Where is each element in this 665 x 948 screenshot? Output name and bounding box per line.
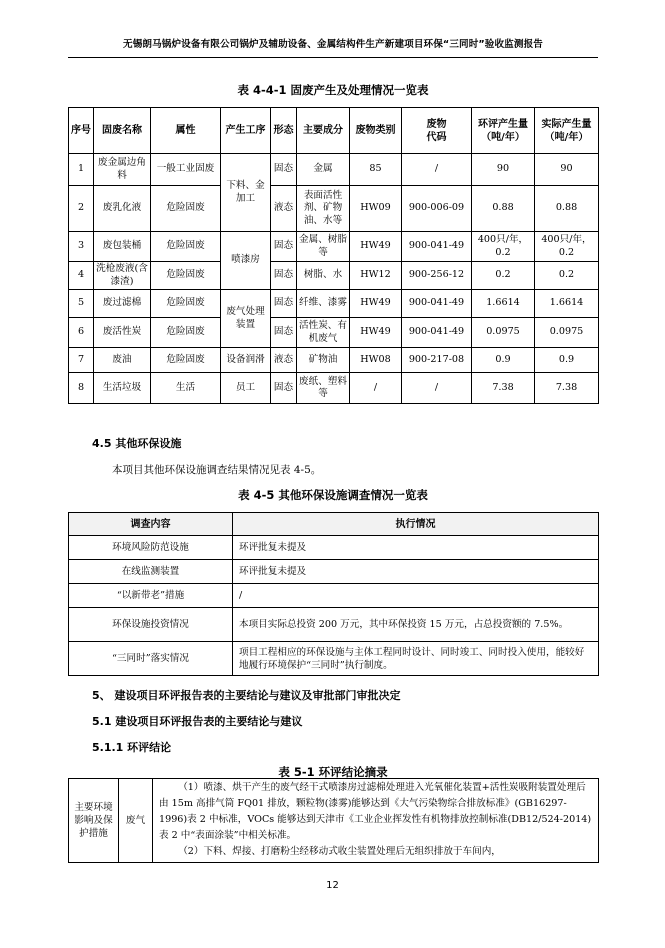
row-component: 金属、树脂等 bbox=[297, 232, 350, 262]
col-header-eia bbox=[472, 108, 535, 154]
process-cell-cutting: 下料、金加工 bbox=[221, 154, 271, 232]
row-code: / bbox=[402, 373, 472, 404]
col-header-status: 执行情况 bbox=[233, 513, 599, 536]
row-status: / bbox=[233, 584, 599, 608]
section-5-1-1-heading: 5.1.1 环评结论 bbox=[92, 741, 172, 754]
row-state: 固态 bbox=[271, 262, 297, 290]
table-5-1-caption: 表 5-1 环评结论摘录 bbox=[278, 765, 388, 779]
row-name: 废金属边角料 bbox=[94, 154, 151, 186]
row-eia: 1.6614 bbox=[472, 290, 535, 318]
row-actual: 1.6614 bbox=[535, 290, 599, 318]
conclusion-paragraph-1: （1）喷漆、烘干产生的废气经干式喷漆房过滤棉处理进入光氧催化装置+活性炭吸附装置处理后由 15m 高排气筒 FQ01 排放，颗粒物(漆雾)能够达到《大气污染物综合排放标准》(GB16297-1996)表 2 中标准，VOCs 能够达到天津市《工业企业挥发性有机物排放控制标准(DB12/524-2014)表 2 中“表面涂装”中相关标准。 bbox=[159, 782, 592, 841]
row-status: 环评批复未提及 bbox=[233, 536, 599, 560]
row-item: “三同时”落实情况 bbox=[69, 642, 233, 676]
table-row bbox=[69, 608, 599, 642]
row-state: 固态 bbox=[271, 318, 297, 348]
col-header-state: 形态 bbox=[271, 108, 297, 154]
row-code: 900-217-08 bbox=[402, 348, 472, 373]
col-header-component: 主要成分 bbox=[297, 108, 350, 154]
col-header-code-line2: 代码 bbox=[426, 131, 447, 143]
row-code: 900-041-49 bbox=[402, 290, 472, 318]
row-actual: 400只/年，0.2 bbox=[535, 232, 599, 262]
row-code: 900-041-49 bbox=[402, 232, 472, 262]
row-component: 纤维、漆雾 bbox=[297, 290, 350, 318]
row-category: HW09 bbox=[350, 186, 402, 232]
row-eia: 0.9 bbox=[472, 348, 535, 373]
row-item: 环保设施投资情况 bbox=[69, 608, 233, 642]
row-category: HW08 bbox=[350, 348, 402, 373]
row-name: 废活性炭 bbox=[94, 318, 151, 348]
row-item: “以新带老”措施 bbox=[69, 584, 233, 608]
row-attr: 一般工业固废 bbox=[151, 154, 221, 186]
row-eia: 0.88 bbox=[472, 186, 535, 232]
table-row bbox=[69, 154, 599, 186]
table-row bbox=[69, 186, 599, 232]
process-cell-painting: 喷漆房 bbox=[221, 232, 271, 290]
row-category: HW12 bbox=[350, 262, 402, 290]
process-cell-staff: 员工 bbox=[221, 373, 271, 404]
row-attr: 危险固废 bbox=[151, 232, 221, 262]
eia-conclusion-table bbox=[68, 778, 599, 863]
row-actual: 0.0975 bbox=[535, 318, 599, 348]
row-no: 4 bbox=[69, 262, 94, 290]
table-row bbox=[69, 584, 599, 608]
col-header-eia-line1: 环评产生量 bbox=[478, 118, 528, 130]
row-code: / bbox=[402, 154, 472, 186]
table-row bbox=[69, 290, 599, 318]
row-name: 废油 bbox=[94, 348, 151, 373]
table-row bbox=[69, 642, 599, 676]
row-code: 900-041-49 bbox=[402, 318, 472, 348]
row-code: 900-256-12 bbox=[402, 262, 472, 290]
col-header-code-line1: 废物 bbox=[426, 118, 447, 130]
row-status: 项目工程相应的环保设施与主体工程同时设计、同时竣工、同时投入使用，能较好地履行环境保护“三同时”执行制度。 bbox=[233, 642, 599, 676]
row-state: 固态 bbox=[271, 290, 297, 318]
col-header-name: 固废名称 bbox=[94, 108, 151, 154]
row-actual: 0.2 bbox=[535, 262, 599, 290]
row-status: 本项目实际总投资 200 万元，其中环保投资 15 万元，占总投资额的 7.5%。 bbox=[233, 608, 599, 642]
row-actual: 7.38 bbox=[535, 373, 599, 404]
row-category: HW49 bbox=[350, 290, 402, 318]
row-no: 8 bbox=[69, 373, 94, 404]
section-5-1-heading: 5.1 建设项目环评报告表的主要结论与建议 bbox=[92, 715, 303, 728]
row-code: 900-006-09 bbox=[402, 186, 472, 232]
row-no: 5 bbox=[69, 290, 94, 318]
row-state: 固态 bbox=[271, 373, 297, 404]
table-row bbox=[69, 232, 599, 262]
row-category: 85 bbox=[350, 154, 402, 186]
row-component: 金属 bbox=[297, 154, 350, 186]
col-header-actual-line2: （吨/年） bbox=[544, 131, 589, 143]
row-name: 生活垃圾 bbox=[94, 373, 151, 404]
col-header-category: 废物类别 bbox=[350, 108, 402, 154]
col-header-actual bbox=[535, 108, 599, 154]
running-header: 无锡朗马锅炉设备有限公司锅炉及辅助设备、金属结构件生产新建项目环保“三同时”验收监测报告 bbox=[123, 39, 543, 50]
table-row bbox=[69, 373, 599, 404]
table-row bbox=[69, 536, 599, 560]
row-no: 3 bbox=[69, 232, 94, 262]
table-row bbox=[69, 262, 599, 290]
row-no: 7 bbox=[69, 348, 94, 373]
row-state: 固态 bbox=[271, 232, 297, 262]
row-eia: 90 bbox=[472, 154, 535, 186]
row-label: 主要环境影响及保护措施 bbox=[74, 802, 113, 839]
col-header-process: 产生工序 bbox=[221, 108, 271, 154]
row-attr: 生活 bbox=[151, 373, 221, 404]
row-item: 环境风险防范设施 bbox=[69, 536, 233, 560]
table-row bbox=[69, 560, 599, 584]
row-label-cell bbox=[69, 779, 119, 863]
row-component: 表面活性剂、矿物油、水等 bbox=[297, 186, 350, 232]
row-eia: 400只/年，0.2 bbox=[472, 232, 535, 262]
row-no: 6 bbox=[69, 318, 94, 348]
col-header-eia-line2: （吨/年） bbox=[481, 131, 525, 143]
other-facilities-table bbox=[68, 512, 599, 676]
row-actual: 90 bbox=[535, 154, 599, 186]
row-component: 矿物油 bbox=[297, 348, 350, 373]
process-cell-lubrication: 设备润滑 bbox=[221, 348, 271, 373]
table-4-5-caption: 表 4-5 其他环保设施调查情况一览表 bbox=[238, 488, 428, 502]
row-component: 废纸、塑料等 bbox=[297, 373, 350, 404]
table-row bbox=[69, 779, 599, 863]
col-header-no: 序号 bbox=[69, 108, 94, 154]
row-item: 在线监测装置 bbox=[69, 560, 233, 584]
page-number: 12 bbox=[326, 880, 339, 891]
table-4-4-1-caption: 表 4-4-1 固废产生及处理情况一览表 bbox=[237, 83, 429, 97]
row-attr: 危险固废 bbox=[151, 318, 221, 348]
row-eia: 0.2 bbox=[472, 262, 535, 290]
row-category: / bbox=[350, 373, 402, 404]
row-component: 活性炭、有机废气 bbox=[297, 318, 350, 348]
row-state: 液态 bbox=[271, 348, 297, 373]
row-name: 废过滤棉 bbox=[94, 290, 151, 318]
row-name: 废包装桶 bbox=[94, 232, 151, 262]
row-state: 液态 bbox=[271, 186, 297, 232]
row-name: 废乳化液 bbox=[94, 186, 151, 232]
table-row bbox=[69, 318, 599, 348]
col-header-attr: 属性 bbox=[151, 108, 221, 154]
row-actual: 0.88 bbox=[535, 186, 599, 232]
row-attr: 危险固废 bbox=[151, 290, 221, 318]
conclusion-paragraph-2: （2）下料、焊接、打磨粉尘经移动式收尘装置处理后无组织排放于车间内， bbox=[178, 846, 501, 857]
row-status: 环评批复未提及 bbox=[233, 560, 599, 584]
category-cell: 废气 bbox=[119, 779, 153, 863]
row-no: 1 bbox=[69, 154, 94, 186]
table-row bbox=[69, 348, 599, 373]
col-header-content: 调查内容 bbox=[69, 513, 233, 536]
row-actual: 0.9 bbox=[535, 348, 599, 373]
process-cell-exhaust: 废气处理装置 bbox=[221, 290, 271, 348]
col-header-code bbox=[402, 108, 472, 154]
row-attr: 危险固废 bbox=[151, 262, 221, 290]
row-component: 树脂、水 bbox=[297, 262, 350, 290]
row-eia: 7.38 bbox=[472, 373, 535, 404]
col-header-actual-line1: 实际产生量 bbox=[541, 118, 592, 130]
row-no: 2 bbox=[69, 186, 94, 232]
row-attr: 危险固废 bbox=[151, 348, 221, 373]
row-state: 固态 bbox=[271, 154, 297, 186]
solid-waste-table bbox=[68, 107, 599, 404]
row-category: HW49 bbox=[350, 318, 402, 348]
row-name: 洗枪废液(含漆渣) bbox=[94, 262, 151, 290]
section-4-5-intro: 本项目其他环保设施调查结果情况见表 4-5。 bbox=[112, 464, 322, 476]
section-4-5-heading: 4.5 其他环保设施 bbox=[92, 437, 182, 450]
conclusion-text-cell bbox=[153, 779, 599, 863]
row-attr: 危险固废 bbox=[151, 186, 221, 232]
row-eia: 0.0975 bbox=[472, 318, 535, 348]
row-category: HW49 bbox=[350, 232, 402, 262]
section-5-heading: 5、 建设项目环评报告表的主要结论与建议及审批部门审批决定 bbox=[92, 689, 401, 702]
header-rule bbox=[68, 57, 598, 58]
